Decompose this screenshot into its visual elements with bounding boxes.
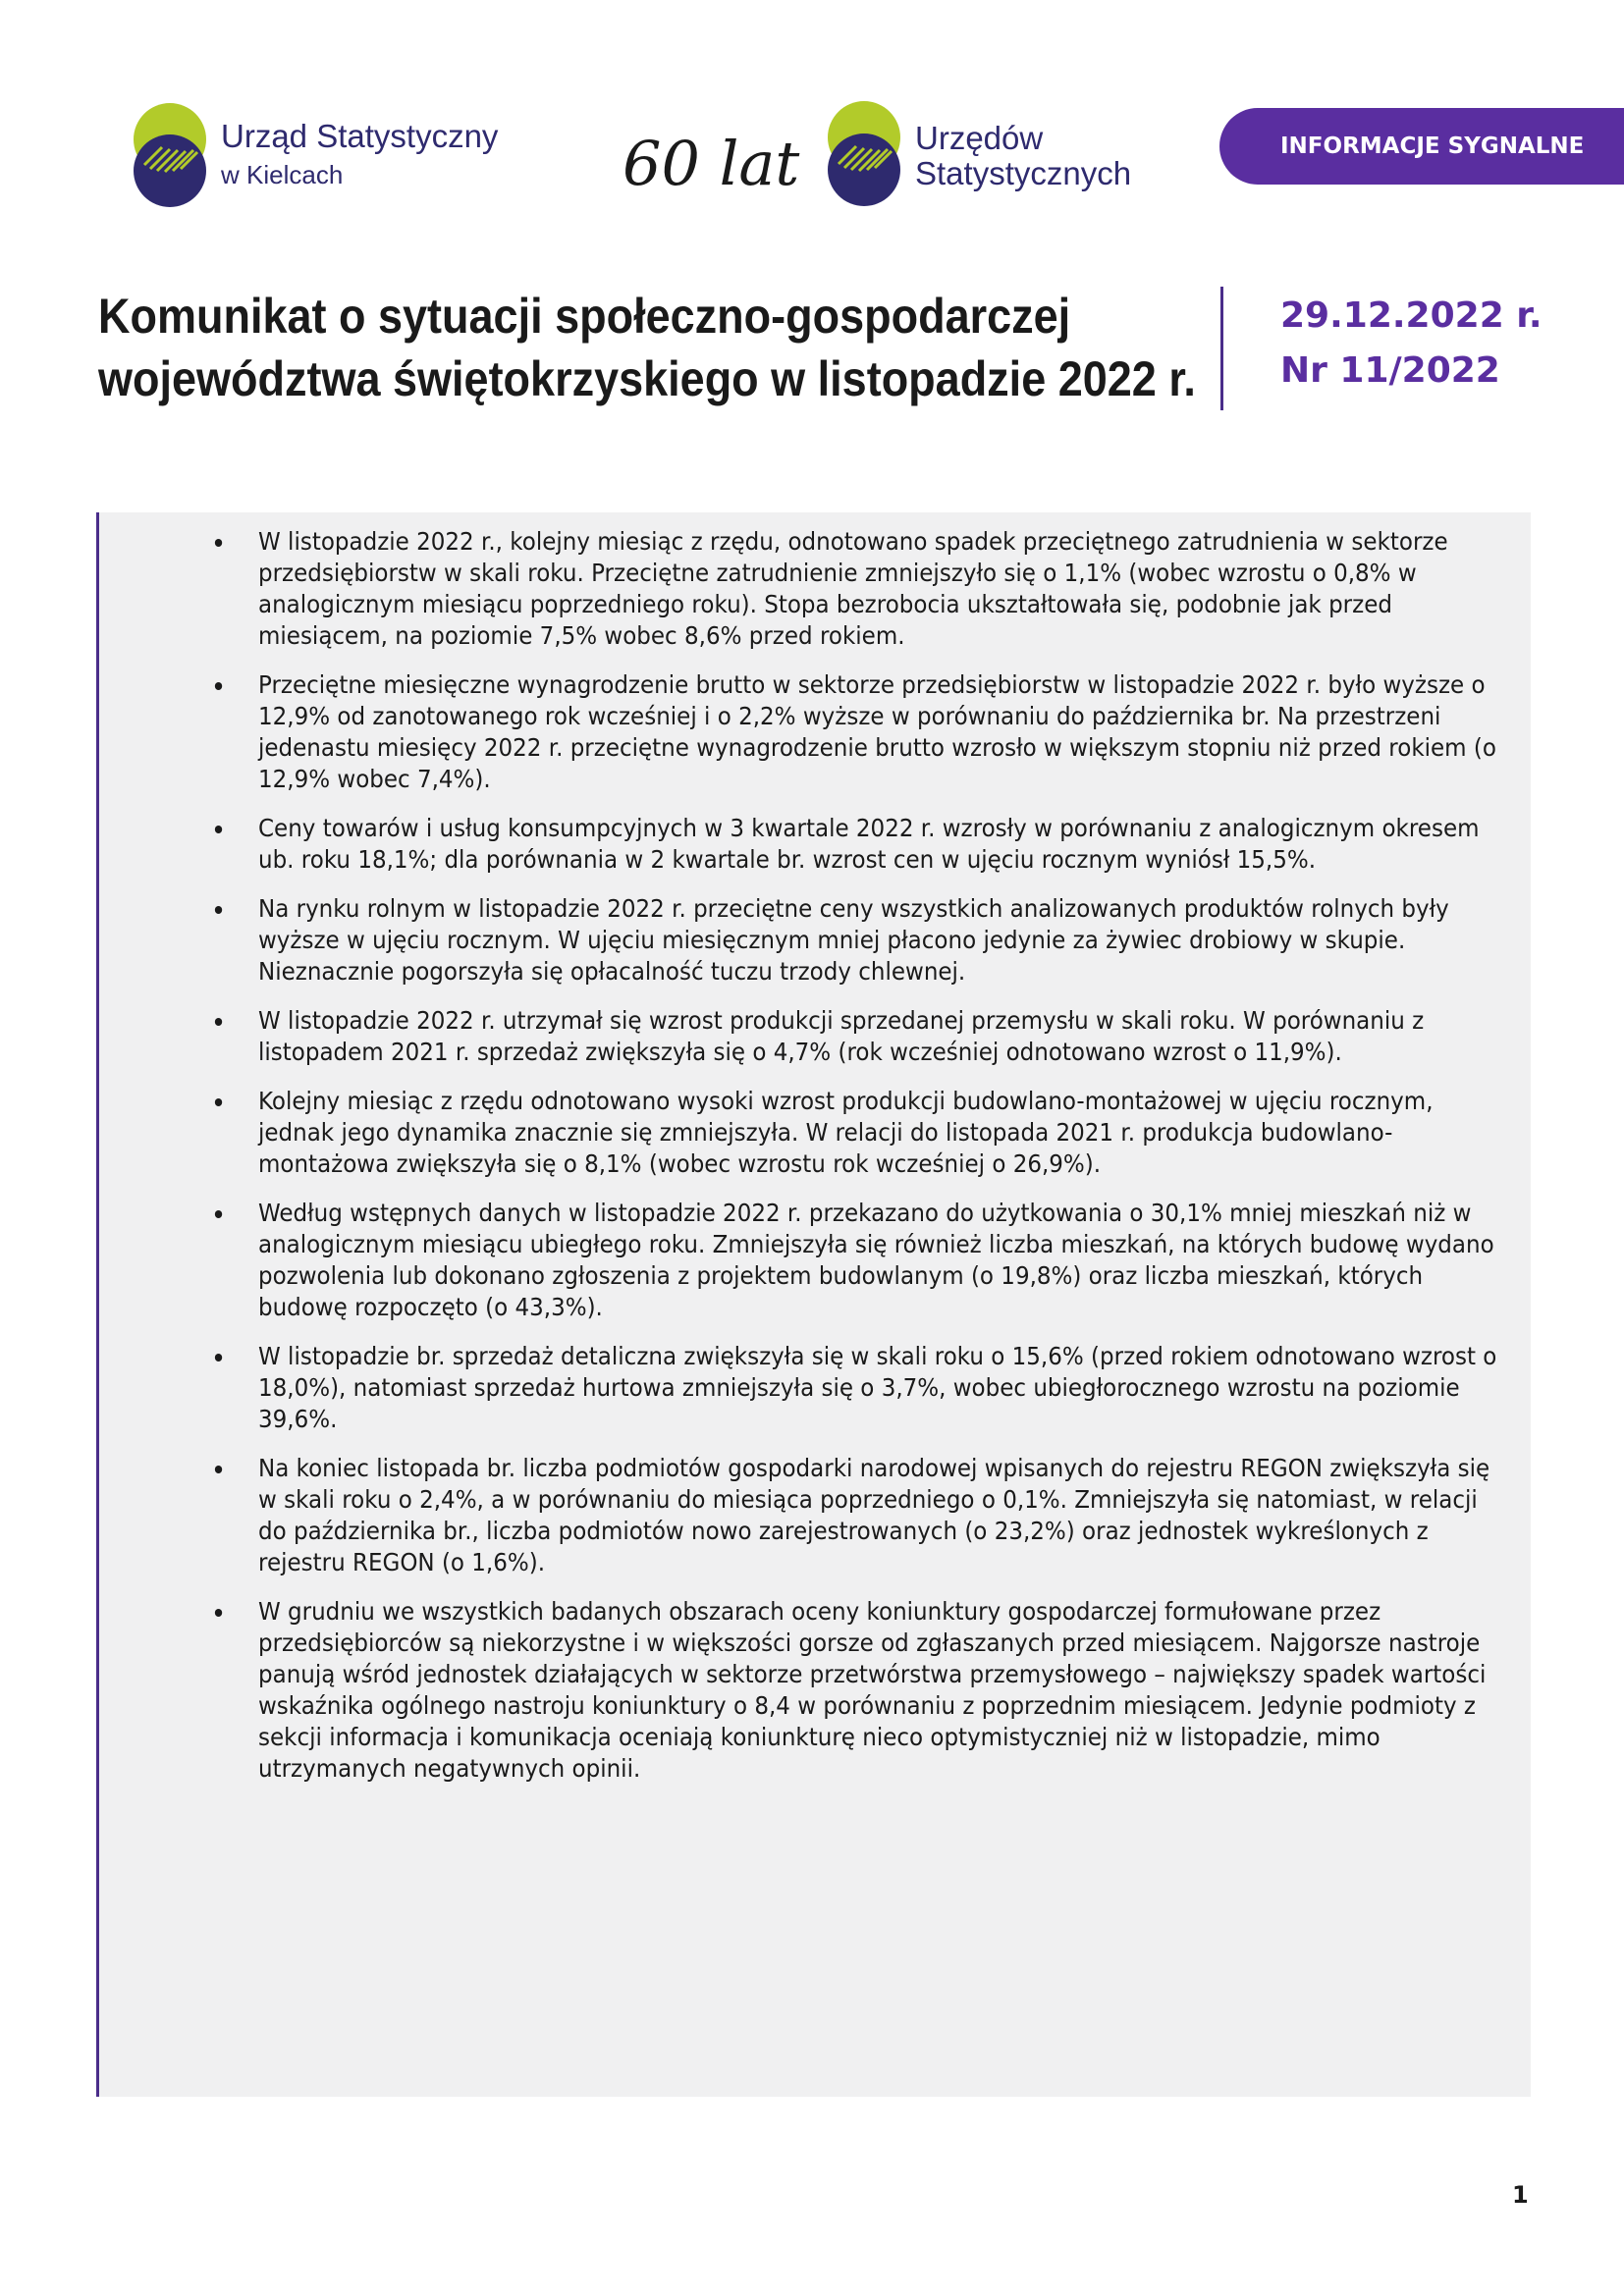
office-name-line1: Urząd Statystyczny [221,118,499,154]
anniversary-mark: 60 lat [623,128,800,199]
title-line1: Komunikat o sytuacji społeczno-gospodarczej [98,289,1071,344]
bullet-item: Według wstępnych danych w listopadzie 2022 r. przekazano do użytkowania o 30,1% mniej mieszkań niż w analogicznym miesiącu ubiegłego roku. Zmniejszyła się również liczba mieszkań, na których budowę wydano pozwolenia lub dokonano zgłoszenia z projektem budowlanym (o 19,8%) oraz liczba mieszkań, których budowę rozpoczęto (o 43,3%). [258,1198,1499,1323]
office-logo-emblem [133,100,506,210]
office-name-line2: w Kielcach [221,160,344,189]
release-date: 29.12.2022 r. [1280,295,1543,336]
bullet-item: W listopadzie 2022 r., kolejny miesiąc z rzędu, odnotowano spadek przeciętnego zatrudnienia w sektorze przedsiębiorstw w skali roku. Przeciętne zatrudnienie zmniejszyło się o 1,1% (wobec wzrostu o 0,8% w analogicznym miesiącu poprzedniego roku). Stopa bezrobocia ukształtowała się, podobnie jak przed miesiącem, na poziomie 7,5% wobec 8,6% przed rokiem. [258,526,1499,652]
title-divider [1220,287,1223,410]
anniversary-line2: Statystycznych [915,155,1132,191]
bullet-item: Na koniec listopada br. liczba podmiotów gospodarki narodowej wpisanych do rejestru REGON zwiększyła się w skali roku o 2,4%, a w porównaniu do miesiąca poprzedniego o 0,1%. Zmniejszyła się natomiast, w relacji do października br., liczba podmiotów nowo zarejestrowanych (o 23,2%) oraz jednostek wykreślonych z rejestru REGON (o 1,6%). [258,1453,1499,1578]
anniversary-line1: Urzędów [915,120,1044,156]
bullet-item: Przeciętne miesięczne wynagrodzenie brutto w sektorze przedsiębiorstw w listopadzie 2022 r. było wyższe o 12,9% od zanotowanego rok wcześniej i o 2,2% wyższe w porównaniu do października br. Na przestrzeni jedenastu miesięcy 2022 r. przeciętne wynagrodzenie brutto wzrosło w większym stopniu niż przed rokiem (o 12,9% wobec 7,4%). [258,669,1499,795]
release-number: Nr 11/2022 [1280,350,1500,391]
office-logo [133,100,506,210]
anniversary-logo-emblem [619,98,1149,211]
title-line2: województwa świętokrzyskiego w listopadzie 2022 r. [98,351,1196,406]
page-number: 1 [1512,2181,1529,2209]
bullet-item: Na rynku rolnym w listopadzie 2022 r. przeciętne ceny wszystkich analizowanych produktów rolnych były wyższe w ujęciu rocznym. W ujęciu miesięcznym mniej płacono jedynie za żywiec drobiowy w skupie. Nieznacznie pogorszyła się opłacalność tuczu trzody chlewnej. [258,893,1499,988]
bullet-item: W listopadzie br. sprzedaż detaliczna zwiększyła się w skali roku o 15,6% (przed rokiem odnotowano wzrost o 18,0%), natomiast sprzedaż hurtowa zmniejszyła się o 3,7%, wobec ubiegłorocznego wzrostu na poziomie 39,6%. [258,1341,1499,1435]
bullet-item: Ceny towarów i usług konsumpcyjnych w 3 kwartale 2022 r. wzrosły w porównaniu z analogicznym okresem ub. roku 18,1%; dla porównania w 2 kwartale br. wzrost cen w ujęciu rocznym wyniósł 15,5%. [258,813,1499,876]
page-title [98,285,1196,410]
highlights-box [96,512,1531,2097]
bullet-item: W grudniu we wszystkich badanych obszarach oceny koniunktury gospodarczej formułowane przez przedsiębiorców są niekorzystne i w większości gorsze od zgłaszanych przed miesiącem. Najgorsze nastroje panują wśród jednostek działających w sektorze przetwórstwa przemysłowego – największy spadek wartości wskaźnika ogólnego nastroju koniunktury o 8,4 w porównaniu z poprzednim miesiącem. Jedynie podmioty z sekcji informacja i komunikacja oceniają koniunkturę nieco optymistyczniej niż w listopadzie, mimo utrzymanych negatywnych opinii. [258,1596,1499,1785]
release-meta [1280,289,1543,399]
highlights-list [258,526,1499,1802]
bullet-item: Kolejny miesiąc z rzędu odnotowano wysoki wzrost produkcji budowlano-montażowej w ujęciu rocznym, jednak jego dynamika znacznie się zmniejszyła. W relacji do listopada 2021 r. produkcja budowlano-montażowa zwiększyła się o 8,1% (wobec wzrostu rok wcześniej o 26,9%). [258,1086,1499,1180]
signal-info-badge: INFORMACJE SYGNALNE [1219,108,1624,185]
bullet-item: W listopadzie 2022 r. utrzymał się wzrost produkcji sprzedanej przemysłu w skali roku. W porównaniu z listopadem 2021 r. sprzedaż zwiększyła się o 4,7% (rok wcześniej odnotowano wzrost o 11,9%). [258,1005,1499,1068]
anniversary-logo [619,98,1149,211]
